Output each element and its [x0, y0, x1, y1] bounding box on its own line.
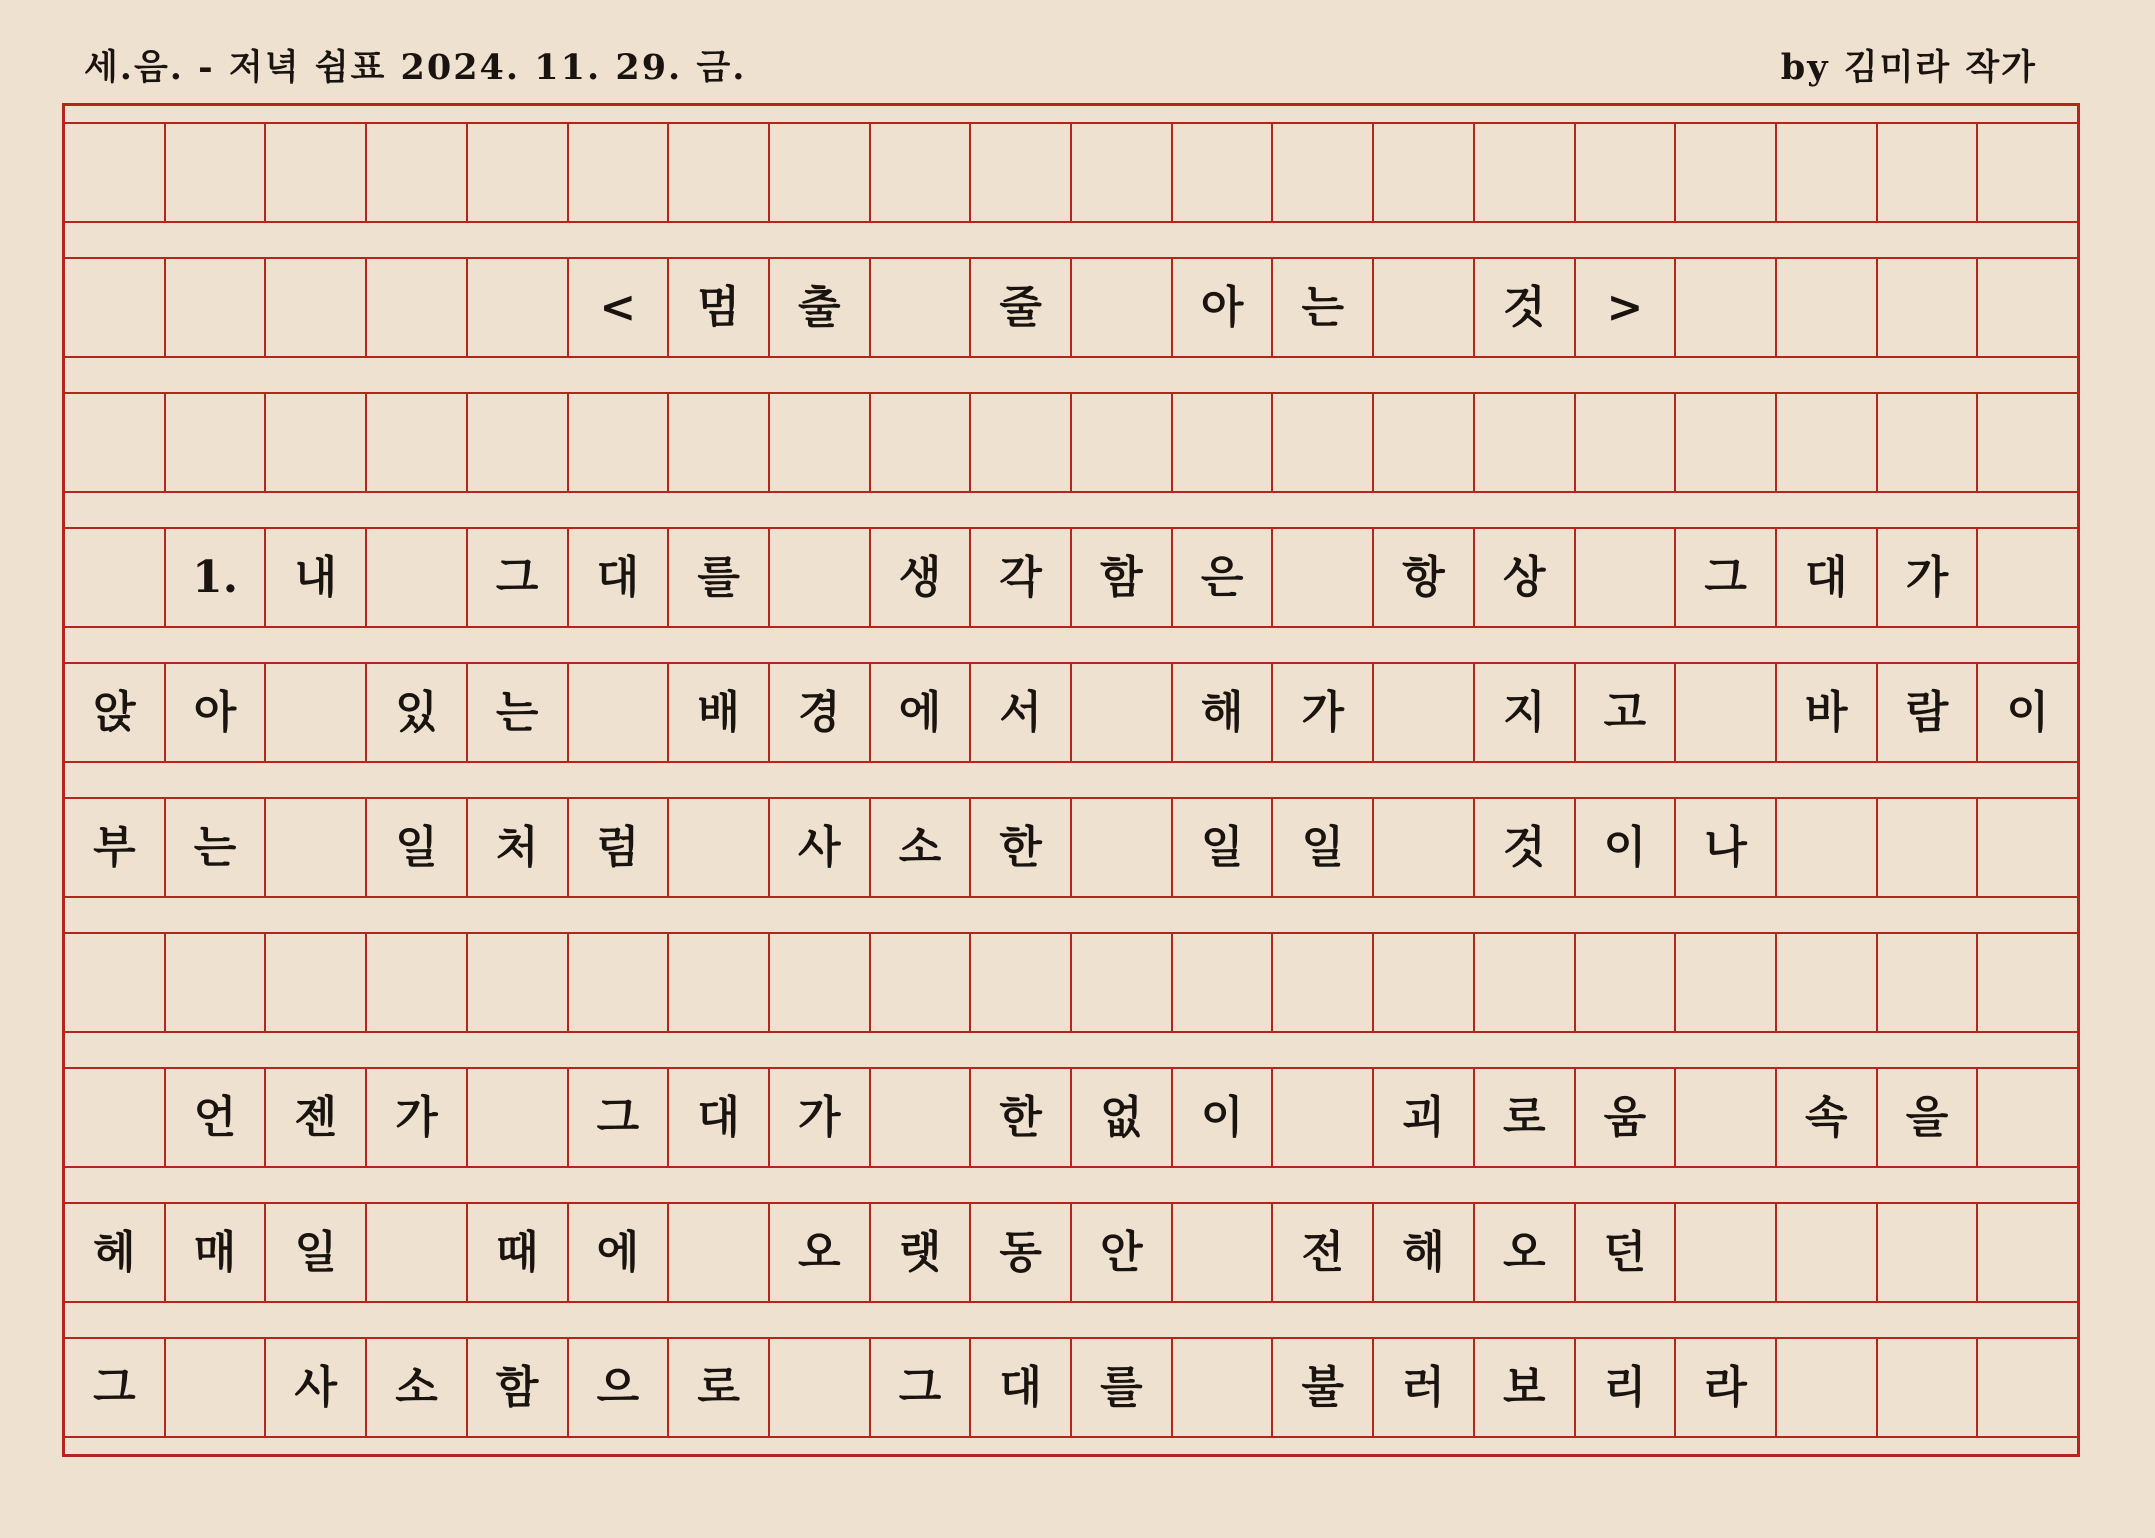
- grid-cell: 대: [667, 1069, 768, 1166]
- grid-cell: 안: [1070, 1204, 1171, 1301]
- grid-cell: [65, 394, 164, 491]
- grid-cell: [969, 394, 1070, 491]
- grid-cell: 있: [365, 664, 466, 761]
- grid-row: [65, 1067, 2077, 1168]
- grid-row: [65, 797, 2077, 898]
- grid-cell: 속: [1775, 1069, 1876, 1166]
- grid-cell: [1271, 529, 1372, 626]
- grid-cell: 움: [1574, 1069, 1675, 1166]
- grid-cell: [466, 934, 567, 1031]
- grid-row: [65, 1202, 2077, 1303]
- grid-cell: [1171, 1339, 1272, 1436]
- grid-row: [65, 932, 2077, 1033]
- grid-cell: [65, 529, 164, 626]
- grid-cell: [1171, 124, 1272, 221]
- grid-cell: 일: [1271, 799, 1372, 896]
- grid-cell: [1473, 934, 1574, 1031]
- grid-cell: [1271, 124, 1372, 221]
- grid-cell: [1976, 1339, 2077, 1436]
- grid-cell: 생: [869, 529, 970, 626]
- grid-cell: [667, 124, 768, 221]
- grid-row: [65, 1337, 2077, 1438]
- grid-cell: [466, 124, 567, 221]
- grid-cell: 처: [466, 799, 567, 896]
- grid-cell: [1775, 1204, 1876, 1301]
- grid-cell: [1271, 934, 1372, 1031]
- grid-cell: 불: [1271, 1339, 1372, 1436]
- grid-cell: [667, 394, 768, 491]
- grid-cell: 로: [667, 1339, 768, 1436]
- author-credit: by 김미라 작가: [1780, 47, 2037, 88]
- grid-cell: [264, 664, 365, 761]
- grid-cell: 해: [1171, 664, 1272, 761]
- grid-cell: [1674, 259, 1775, 356]
- grid-cell: <: [567, 259, 668, 356]
- grid-cell: 동: [969, 1204, 1070, 1301]
- grid-cell: [164, 124, 265, 221]
- grid-cell: [1976, 259, 2077, 356]
- grid-cell: [869, 124, 970, 221]
- grid-cell: 로: [1473, 1069, 1574, 1166]
- grid-cell: [1171, 934, 1272, 1031]
- grid-cell: [969, 124, 1070, 221]
- grid-cell: 젠: [264, 1069, 365, 1166]
- grid-cell: 일: [264, 1204, 365, 1301]
- grid-cell: [1171, 1204, 1272, 1301]
- grid-cell: [1070, 394, 1171, 491]
- grid-cell: [1574, 124, 1675, 221]
- grid-cell: [1876, 934, 1977, 1031]
- grid-cell: [869, 1069, 970, 1166]
- grid-cell: 줄: [969, 259, 1070, 356]
- grid-cell: [768, 394, 869, 491]
- grid-cell: 가: [365, 1069, 466, 1166]
- grid-cell: [1976, 1204, 2077, 1301]
- grid-cell: [365, 259, 466, 356]
- grid-cell: [969, 934, 1070, 1031]
- grid-cell: 아: [1171, 259, 1272, 356]
- grid-cell: [768, 1339, 869, 1436]
- grid-cell: 는: [164, 799, 265, 896]
- grid-cell: 1.: [164, 529, 265, 626]
- grid-cell: [1876, 394, 1977, 491]
- grid-cell: 보: [1473, 1339, 1574, 1436]
- grid-cell: [1976, 529, 2077, 626]
- grid-cell: [567, 664, 668, 761]
- grid-cell: 것: [1473, 799, 1574, 896]
- grid-cell: [1775, 259, 1876, 356]
- grid-cell: 럼: [567, 799, 668, 896]
- grid-cell: [466, 394, 567, 491]
- grid-cell: 언: [164, 1069, 265, 1166]
- grid-cell: [1976, 1069, 2077, 1166]
- grid-cell: 랫: [869, 1204, 970, 1301]
- grid-row: [65, 392, 2077, 493]
- grid-cell: [466, 259, 567, 356]
- grid-cell: [1171, 394, 1272, 491]
- grid-cell: [1976, 799, 2077, 896]
- grid-cell: 없: [1070, 1069, 1171, 1166]
- grid-cell: [264, 934, 365, 1031]
- grid-cell: [1775, 394, 1876, 491]
- grid-cell: [1775, 934, 1876, 1031]
- grid-cell: 그: [93, 1361, 136, 1413]
- grid-cell: [1876, 799, 1977, 896]
- grid-cell: 를: [1070, 1339, 1171, 1436]
- grid-cell: 전: [1271, 1204, 1372, 1301]
- grid-cell: [1372, 664, 1473, 761]
- grid-row: [65, 527, 2077, 628]
- grid-cell: [365, 529, 466, 626]
- grid-cell: [1070, 934, 1171, 1031]
- grid-cell: [264, 799, 365, 896]
- grid-cell: 대: [1775, 529, 1876, 626]
- grid-cell: [1070, 124, 1171, 221]
- grid-cell: [1372, 124, 1473, 221]
- grid-cell: [567, 124, 668, 221]
- grid-cell: 각: [969, 529, 1070, 626]
- grid-cell: [1674, 124, 1775, 221]
- grid-cell: 에: [869, 664, 970, 761]
- grid-cell: [365, 394, 466, 491]
- grid-cell: 를: [667, 529, 768, 626]
- grid-cell: [1070, 799, 1171, 896]
- grid-cell: 배: [667, 664, 768, 761]
- grid-cell: 고: [1574, 664, 1675, 761]
- grid-cell: [1876, 1339, 1977, 1436]
- grid-cell: [869, 259, 970, 356]
- grid-cell: 러: [1372, 1339, 1473, 1436]
- grid-cell: 이: [1171, 1069, 1272, 1166]
- grid-cell: 한: [969, 1069, 1070, 1166]
- grid-cell: [1674, 934, 1775, 1031]
- grid-cell: 대: [567, 529, 668, 626]
- grid-cell: 괴: [1372, 1069, 1473, 1166]
- grid-cell: 함: [466, 1339, 567, 1436]
- grid-cell: 헤: [93, 1226, 136, 1278]
- grid-cell: [65, 124, 164, 221]
- grid-cell: 항: [1372, 529, 1473, 626]
- grid-cell: [1775, 1339, 1876, 1436]
- grid-cell: 오: [1473, 1204, 1574, 1301]
- grid-cell: [869, 934, 970, 1031]
- manuscript-grid: [62, 103, 2080, 1457]
- grid-cell: 멈: [667, 259, 768, 356]
- grid-cell: 그: [567, 1069, 668, 1166]
- grid-cell: 에: [567, 1204, 668, 1301]
- grid-cell: [869, 394, 970, 491]
- grid-cell: 나: [1674, 799, 1775, 896]
- grid-cell: [164, 934, 265, 1031]
- grid-cell: [164, 259, 265, 356]
- grid-cell: [567, 394, 668, 491]
- grid-cell: [667, 934, 768, 1031]
- grid-cell: 이: [1976, 664, 2077, 761]
- grid-cell: 사: [768, 799, 869, 896]
- grid-cell: 가: [768, 1069, 869, 1166]
- grid-cell: [1775, 124, 1876, 221]
- grid-cell: [264, 124, 365, 221]
- grid-cell: 앉: [93, 686, 136, 738]
- grid-cell: [164, 1339, 265, 1436]
- grid-cell: [1271, 1069, 1372, 1166]
- grid-cell: 는: [466, 664, 567, 761]
- grid-cell: 가: [1876, 529, 1977, 626]
- grid-cell: >: [1574, 259, 1675, 356]
- grid-cell: 라: [1674, 1339, 1775, 1436]
- grid-cell: 것: [1473, 259, 1574, 356]
- grid-cell: [365, 1204, 466, 1301]
- grid-cell: 그: [1674, 529, 1775, 626]
- grid-cell: 함: [1070, 529, 1171, 626]
- grid-cell: 던: [1574, 1204, 1675, 1301]
- grid-cell: 부: [93, 821, 136, 873]
- grid-cell: [1372, 259, 1473, 356]
- grid-cell: [1876, 1204, 1977, 1301]
- grid-cell: [1372, 934, 1473, 1031]
- grid-cell: 해: [1372, 1204, 1473, 1301]
- grid-cell: [768, 124, 869, 221]
- grid-cell: [1070, 664, 1171, 761]
- grid-cell: [667, 1204, 768, 1301]
- grid-cell: [1876, 124, 1977, 221]
- grid-cell: 는: [1271, 259, 1372, 356]
- grid-cell: 으: [567, 1339, 668, 1436]
- grid-cell: [1674, 1204, 1775, 1301]
- grid-cell: [164, 394, 265, 491]
- grid-cell: 리: [1574, 1339, 1675, 1436]
- grid-cell: [1674, 394, 1775, 491]
- grid-cell: 이: [1574, 799, 1675, 896]
- grid-cell: [1372, 799, 1473, 896]
- grid-cell: 을: [1876, 1069, 1977, 1166]
- grid-cell: [768, 529, 869, 626]
- grid-cell: [65, 934, 164, 1031]
- grid-cell: 일: [1171, 799, 1272, 896]
- grid-cell: [1674, 1069, 1775, 1166]
- grid-cell: [567, 934, 668, 1031]
- grid-row: [65, 122, 2077, 223]
- grid-cell: 그: [869, 1339, 970, 1436]
- grid-cell: 경: [768, 664, 869, 761]
- grid-cell: [1976, 124, 2077, 221]
- grid-cell: 매: [164, 1204, 265, 1301]
- grid-cell: 람: [1876, 664, 1977, 761]
- grid-row: [65, 257, 2077, 358]
- grid-cell: [65, 259, 164, 356]
- grid-cell: 소: [365, 1339, 466, 1436]
- grid-cell: 일: [365, 799, 466, 896]
- grid-cell: 서: [969, 664, 1070, 761]
- grid-cell: 지: [1473, 664, 1574, 761]
- grid-cell: [365, 934, 466, 1031]
- grid-cell: 내: [264, 529, 365, 626]
- grid-cell: [65, 1069, 164, 1166]
- grid-cell: [1574, 934, 1675, 1031]
- grid-cell: [264, 394, 365, 491]
- grid-cell: 대: [969, 1339, 1070, 1436]
- document-title: 세.음. - 저녁 쉼표 2024. 11. 29. 금.: [84, 47, 747, 88]
- grid-row: [65, 662, 2077, 763]
- grid-cell: 출: [768, 259, 869, 356]
- grid-cell: [365, 124, 466, 221]
- grid-cell: 가: [1271, 664, 1372, 761]
- grid-cell: [1473, 124, 1574, 221]
- grid-cell: [768, 934, 869, 1031]
- grid-cell: [1976, 394, 2077, 491]
- grid-cell: 그: [466, 529, 567, 626]
- grid-cell: [667, 799, 768, 896]
- grid-cell: 한: [969, 799, 1070, 896]
- grid-cell: [1775, 799, 1876, 896]
- grid-cell: [1876, 259, 1977, 356]
- grid-cell: 아: [164, 664, 265, 761]
- grid-cell: 오: [768, 1204, 869, 1301]
- grid-cell: 상: [1473, 529, 1574, 626]
- grid-cell: [1070, 259, 1171, 356]
- grid-cell: [466, 1069, 567, 1166]
- grid-cell: [264, 259, 365, 356]
- grid-cell: 사: [264, 1339, 365, 1436]
- grid-cell: 때: [466, 1204, 567, 1301]
- grid-cell: [1574, 394, 1675, 491]
- grid-cell: 은: [1171, 529, 1272, 626]
- grid-cell: 바: [1775, 664, 1876, 761]
- grid-cell: [1473, 394, 1574, 491]
- grid-cell: [1674, 664, 1775, 761]
- grid-cell: [1271, 394, 1372, 491]
- grid-cell: [1976, 934, 2077, 1031]
- grid-cell: [1574, 529, 1675, 626]
- grid-cell: [1372, 394, 1473, 491]
- grid-cell: 소: [869, 799, 970, 896]
